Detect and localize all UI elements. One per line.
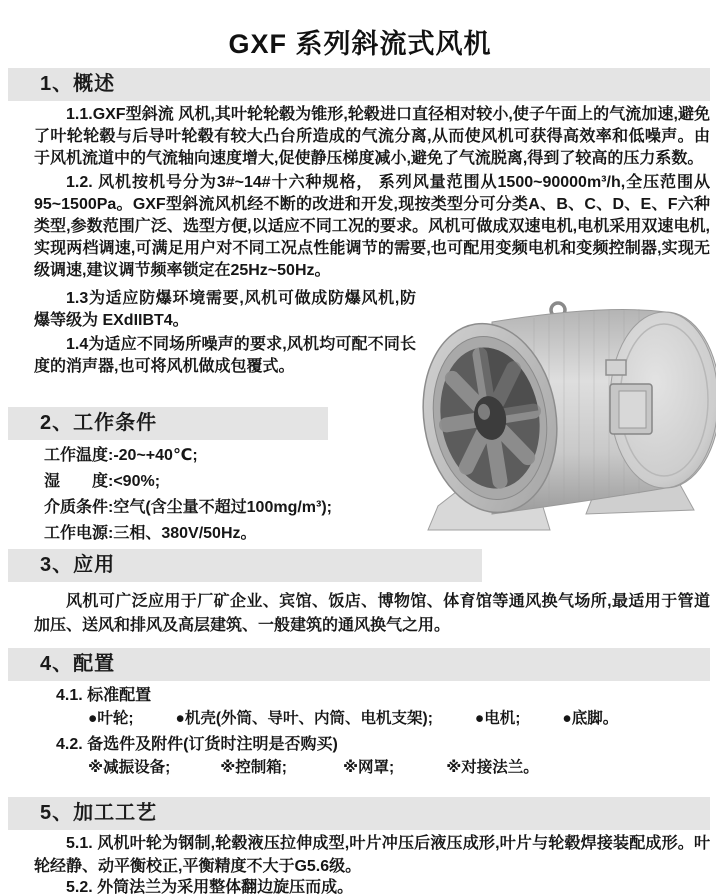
optional-item-flange: ※对接法兰。 [446, 759, 539, 776]
optional-item-mesh-cover: ※网罩; [342, 759, 395, 776]
para-1-2: 1.2. 风机按机号分为3#~14#十六种规格， 系列风量范围从1500~90000m³/h,全压范围从95~1500Pa。GXF型斜流风机经不断的改进和开发,现按类型分可分类A、B、C、D、E、F六种类型,参数范围广泛、选型方便,以适应不同工况的要求。风机可做成双速电机,电机采用双速电机,实现两档调速,可满足用户对不同工况点性能调节的需要,也可配用变频电机和变频控制器,实现无级调速,建议调节频率锁定在25Hz~50Hz。 [34, 174, 710, 279]
condition-medium: 介质条件:空气(含尘量不超过100mg/m³); [44, 499, 333, 516]
optional-item-control-box: ※控制箱; [220, 759, 287, 776]
optional-config-heading: 4.2. 备选件及附件(订货时注明是否购买) [56, 736, 338, 753]
standard-item-impeller: ●叶轮; [88, 710, 134, 727]
condition-power: 工作电源:三相、380V/50Hz。 [44, 525, 257, 542]
mixed-flow-fan-illustration [414, 300, 716, 542]
para-1-4: 1.4为适应不同场所噪声的要求,风机均可配不同长度的消声器,也可将风机做成包覆式。 [34, 336, 416, 375]
standard-item-casing: ●机壳(外筒、导叶、内筒、电机支架); [175, 710, 433, 727]
standard-item-motor: ●电机; [474, 710, 521, 727]
fan-product-photo [414, 300, 716, 542]
section-5-heading: 5、加工工艺 [8, 797, 710, 830]
section-2-heading: 2、工作条件 [8, 407, 328, 440]
working-conditions-list [44, 444, 414, 548]
application-para: 风机可广泛应用于厂矿企业、宾馆、饭店、博物馆、体育馆等通风换气场所,最适用于管道加压、送风和排风及高层建筑、一般建筑的通风换气之用。 [34, 593, 710, 634]
condition-humidity: 湿 度:<90%; [44, 473, 161, 490]
standard-config-items [88, 706, 708, 728]
section-1-heading: 1、概述 [8, 68, 710, 101]
condition-temperature: 工作温度:-20~+40℃; [44, 447, 198, 464]
junction-box-cover [619, 391, 646, 428]
para-5-1: 5.1. 风机叶轮为钢制,轮毂液压拉伸成型,叶片冲压后液压成形,叶片与轮毂焊接装配成形。叶轮经静、动平衡校正,平衡精度不大于G5.6级。 [34, 835, 710, 875]
optional-config-items [88, 755, 708, 777]
page-title: GXF 系列斜流式风机 [228, 29, 492, 59]
nameplate [606, 360, 626, 375]
para-5-2: 5.2. 外筒法兰为采用整体翻边旋压而成。 [66, 879, 354, 896]
section-4-heading: 4、配置 [8, 648, 710, 681]
para-1-1: 1.1.GXF型斜流 风机,其叶轮轮毂为锥形,轮毂进口直径相对较小,使子午面上的气流加速,避免了叶轮轮毂与后导叶轮毂有较大凸台所造成的气流分离,从而使风机可获得高效率和低噪声。由于风机流道中的气流轴向速度增大,促使静压梯度减小,避免了气流脱离,得到了较高的压力系数。 [34, 106, 710, 167]
para-1-3: 1.3为适应防爆环境需要,风机可做成防爆风机,防爆等级为 EXdIIBT4。 [34, 290, 416, 329]
section-3-heading: 3、应用 [8, 549, 482, 582]
optional-item-damper: ※减振设备; [88, 759, 171, 776]
standard-config-heading: 4.1. 标准配置 [56, 687, 152, 704]
standard-item-base: ●底脚。 [562, 710, 619, 727]
